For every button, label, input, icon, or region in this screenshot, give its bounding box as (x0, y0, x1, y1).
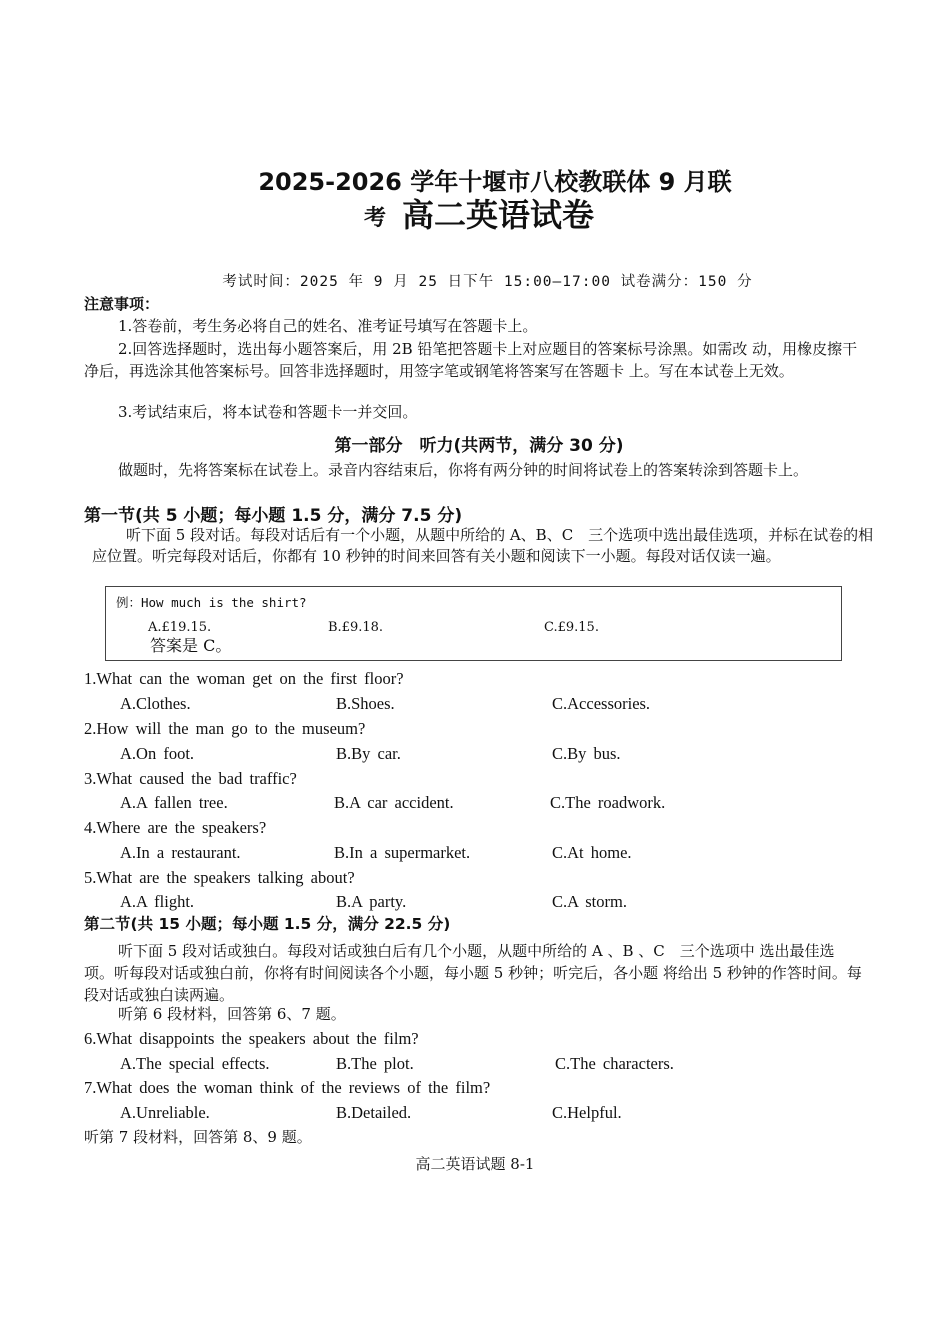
question-5: 5.What are the speakers talking about? (84, 868, 355, 887)
page-title: 2025-2026 学年十堰市八校教联体 9 月联 (258, 168, 732, 196)
q1-option-a: A.Clothes. (120, 694, 191, 713)
question-7: 7.What does the woman think of the reviews of the film? (84, 1078, 491, 1097)
notice-item-1: 1.答卷前，考生务必将自己的姓名、准考证号填写在答题卡上。 (118, 317, 538, 335)
notice-item-2: 2.回答选择题时，选出每小题答案后，用 2B 铅笔把答题卡上对应题目的答案标号涂黑。如需改 动，用橡皮擦干净后，再选涂其他答案标号。回答非选择题时，用签字笔或钢笔将答案写在答题卡 上。写在本试卷上无效。 (84, 340, 858, 380)
q2-option-a: A.On foot. (120, 744, 195, 763)
part1-heading: 第一部分 听力(共两节，满分 30 分) (334, 436, 624, 456)
notice-label: 注意事项： (84, 295, 160, 313)
question-6: 6.What disappoints the speakers about the film? (84, 1029, 419, 1048)
q2-option-b: B.By car. (336, 744, 401, 763)
q2-option-c: C.By bus. (552, 744, 621, 763)
part1-intro: 做题时，先将答案标在试卷上。录音内容结束后，你将有两分钟的时间将试卷上的答案转涂到答题卡上。 (118, 461, 809, 479)
q4-option-b: B.In a supermarket. (334, 843, 471, 862)
q3-option-c: C.The roadwork. (550, 793, 666, 812)
section1-heading: 第一节(共 5 小题；每小题 1.5 分，满分 7.5 分) (84, 506, 463, 526)
example-option-c: C.£9.15. (544, 620, 599, 635)
question-2: 2.How will the man go to the museum? (84, 719, 366, 738)
example-option-b: B.£9.18. (328, 620, 384, 635)
question-1: 1.What can the woman get on the first floor? (84, 669, 404, 688)
q4-option-c: C.At home. (552, 843, 632, 862)
exam-title: 高二英语试卷 (402, 196, 595, 234)
example-box (105, 586, 842, 661)
q6-option-b: B.The plot. (336, 1054, 414, 1073)
exam-meta: 考试时间：2025 年 9 月 25 日下午 15:00—17:00 试卷满分：150 分 (222, 274, 753, 290)
q5-option-a: A.A flight. (120, 892, 195, 911)
notice-item-3: 3.考试结束后，将本试卷和答题卡一并交回。 (118, 403, 418, 421)
page-footer: 高二英语试题 8-1 (415, 1155, 535, 1173)
q5-option-c: C.A storm. (552, 892, 627, 911)
question-4: 4.Where are the speakers? (84, 818, 267, 837)
example-question: 例：How much is the shirt? (116, 595, 307, 610)
q1-option-c: C.Accessories. (552, 694, 651, 713)
material-6-note: 听第 6 段材料，回答第 6、7 题。 (118, 1005, 346, 1023)
q5-option-b: B.A party. (336, 892, 407, 911)
section1-intro: 听下面 5 段对话。每段对话后有一个小题，从题中所给的 A、B、C 三个选项中选出最佳选项，并标在试卷的相应位置。听完每段对话后，你都有 10 秒钟的时间来回答有关小题和阅读下一小题。每段对话仅读一遍。 (92, 526, 874, 565)
question-3: 3.What caused the bad traffic? (84, 769, 297, 788)
q4-option-a: A.In a restaurant. (120, 843, 241, 862)
section2-heading: 第二节(共 15 小题；每小题 1.5 分，满分 22.5 分) (84, 915, 451, 933)
material-7-note: 听第 7 段材料，回答第 8、9 题。 (84, 1128, 312, 1146)
q3-option-a: A.A fallen tree. (120, 793, 228, 812)
q7-option-b: B.Detailed. (336, 1103, 412, 1122)
q6-option-c: C.The characters. (555, 1054, 674, 1073)
section2-intro: 听下面 5 段对话或独白。每段对话或独白后有几个小题，从题中所给的 A 、B 、C 三个选项中 选出最佳选项。听每段对话或独白前，你将有时间阅读各个小题，每小题 5 秒钟；听完后，各小题 将给出 5 秒钟的作答时间。每段对话或独白读两遍。 (84, 942, 862, 1004)
q7-option-c: C.Helpful. (552, 1103, 622, 1122)
q1-option-b: B.Shoes. (336, 694, 395, 713)
q7-option-a: A.Unreliable. (120, 1103, 210, 1122)
q3-option-b: B.A car accident. (334, 793, 454, 812)
page-title-suffix: 考 (364, 206, 387, 231)
q6-option-a: A.The special effects. (120, 1054, 270, 1073)
example-answer: 答案是 C。 (150, 636, 232, 655)
example-option-a: A.£19.15. (148, 620, 212, 635)
